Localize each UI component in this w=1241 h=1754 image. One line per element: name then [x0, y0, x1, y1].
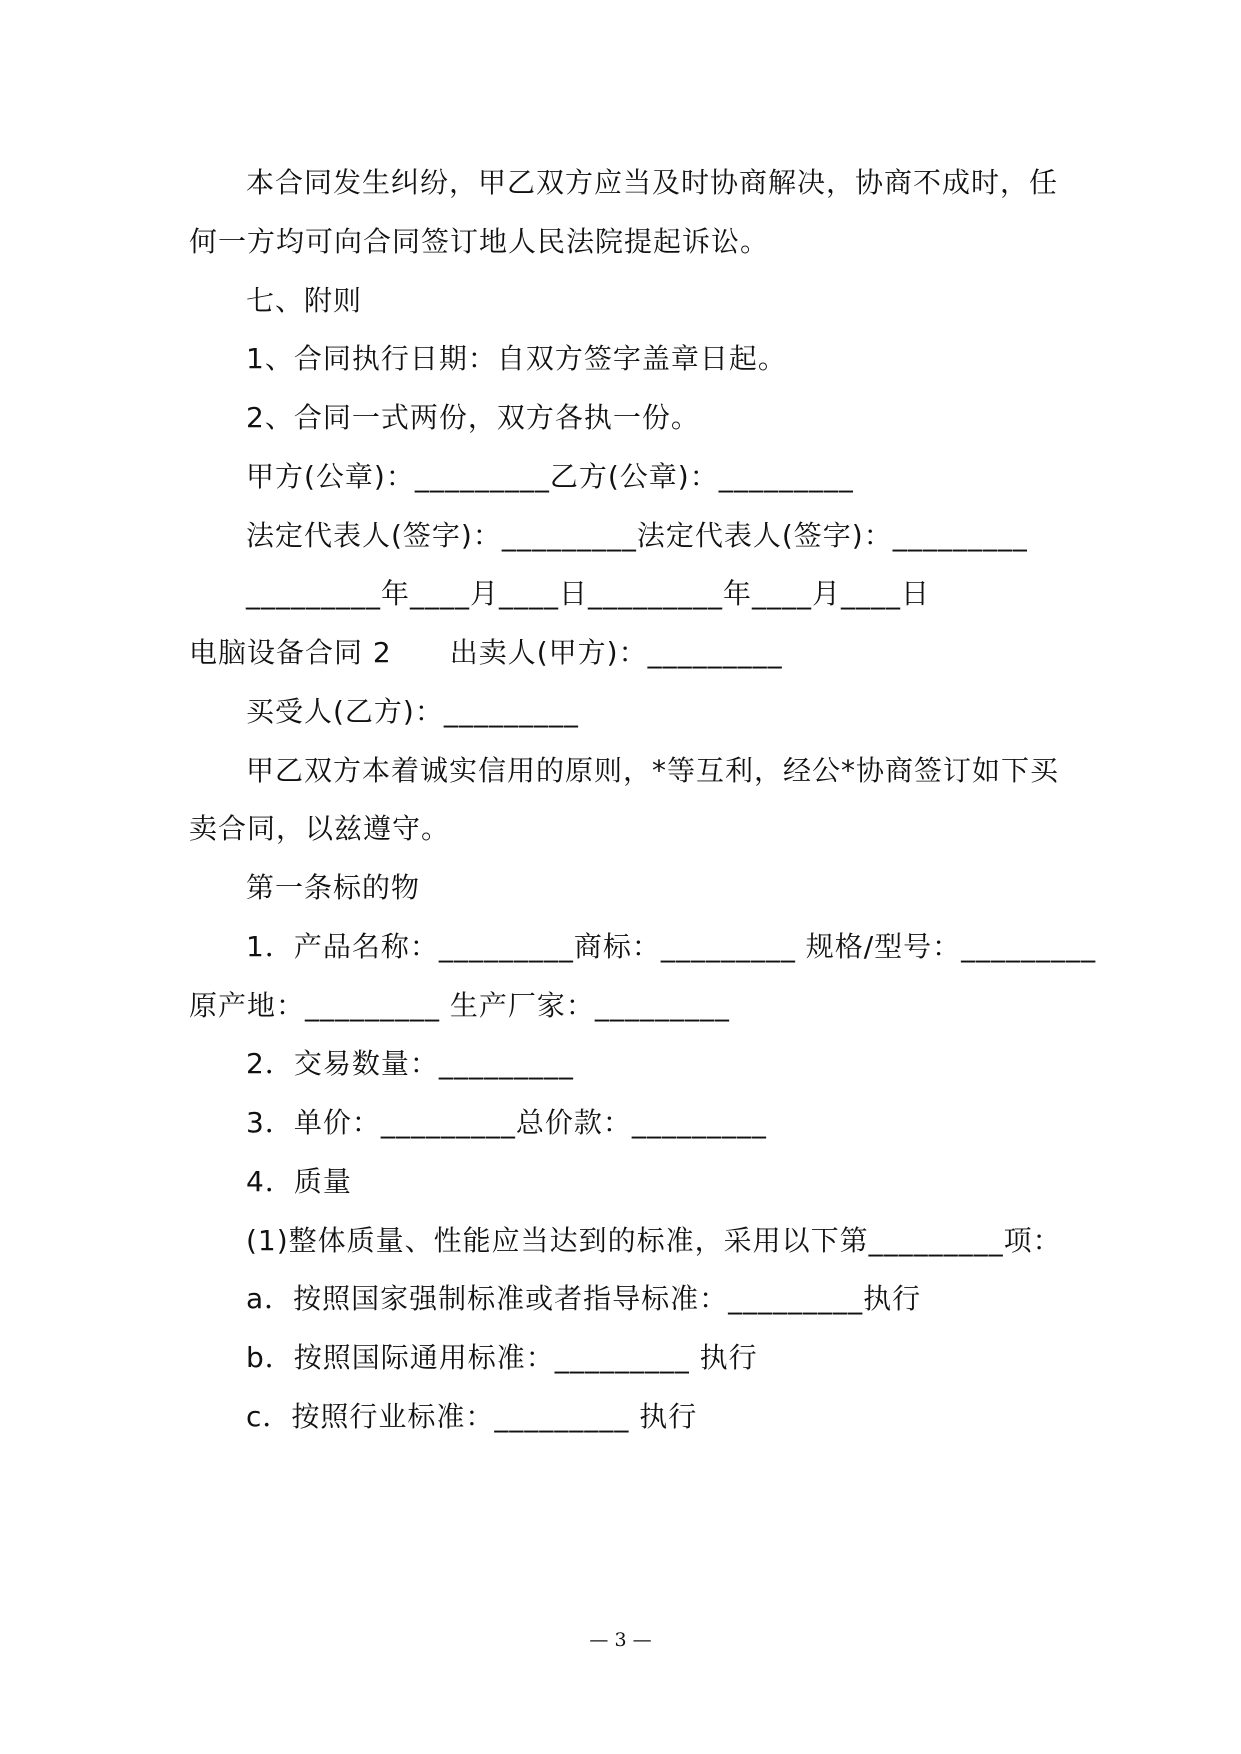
standard-option-a: a．按照国家强制标准或者指导标准：_________执行 — [246, 1282, 922, 1315]
standard-option-b: b．按照国际通用标准：_________ 执行 — [246, 1341, 758, 1374]
origin-line: 原产地：_________ 生产厂家：_________ — [189, 989, 730, 1022]
page-number: — 3 — — [589, 1629, 652, 1651]
signature-line: 法定代表人(签字)：_________法定代表人(签字)：_________ — [246, 519, 1028, 552]
quality-heading: 4．质量 — [246, 1165, 352, 1198]
preamble-line-1: 甲乙双方本着诚实信用的原则，*等互利，经公*协商签订如下买 — [246, 754, 1060, 787]
contract-title-seller-line: 电脑设备合同 2 出卖人(甲方)：_________ — [189, 636, 783, 669]
paragraph-dispute-line-2: 何一方均可向合同签订地人民法院提起诉讼。 — [189, 225, 770, 258]
clause-copies: 2、合同一式两份，双方各执一份。 — [246, 401, 700, 434]
buyer-line: 买受人(乙方)：_________ — [246, 695, 579, 728]
paragraph-dispute-line-1: 本合同发生纠纷，甲乙双方应当及时协商解决，协商不成时，任 — [246, 166, 1059, 199]
standard-option-c: c．按照行业标准：_________ 执行 — [246, 1400, 698, 1433]
clause-effective-date: 1、合同执行日期：自双方签字盖章日起。 — [246, 342, 787, 375]
preamble-line-2: 卖合同，以兹遵守。 — [189, 812, 451, 845]
price-line: 3．单价：_________总价款：_________ — [246, 1106, 767, 1139]
article-one-heading: 第一条标的物 — [246, 871, 421, 904]
seal-line: 甲方(公章)：_________乙方(公章)：_________ — [246, 460, 854, 493]
product-name-line: 1．产品名称：_________商标：_________ 规格/型号：_________ — [246, 930, 1097, 963]
quality-standard-line: (1)整体质量、性能应当达到的标准，采用以下第_________项： — [246, 1224, 1062, 1257]
section-heading-appendix: 七、附则 — [246, 284, 363, 317]
quantity-line: 2．交易数量：_________ — [246, 1047, 574, 1080]
date-line: _________年____月____日_________年____月____日 — [246, 577, 931, 610]
